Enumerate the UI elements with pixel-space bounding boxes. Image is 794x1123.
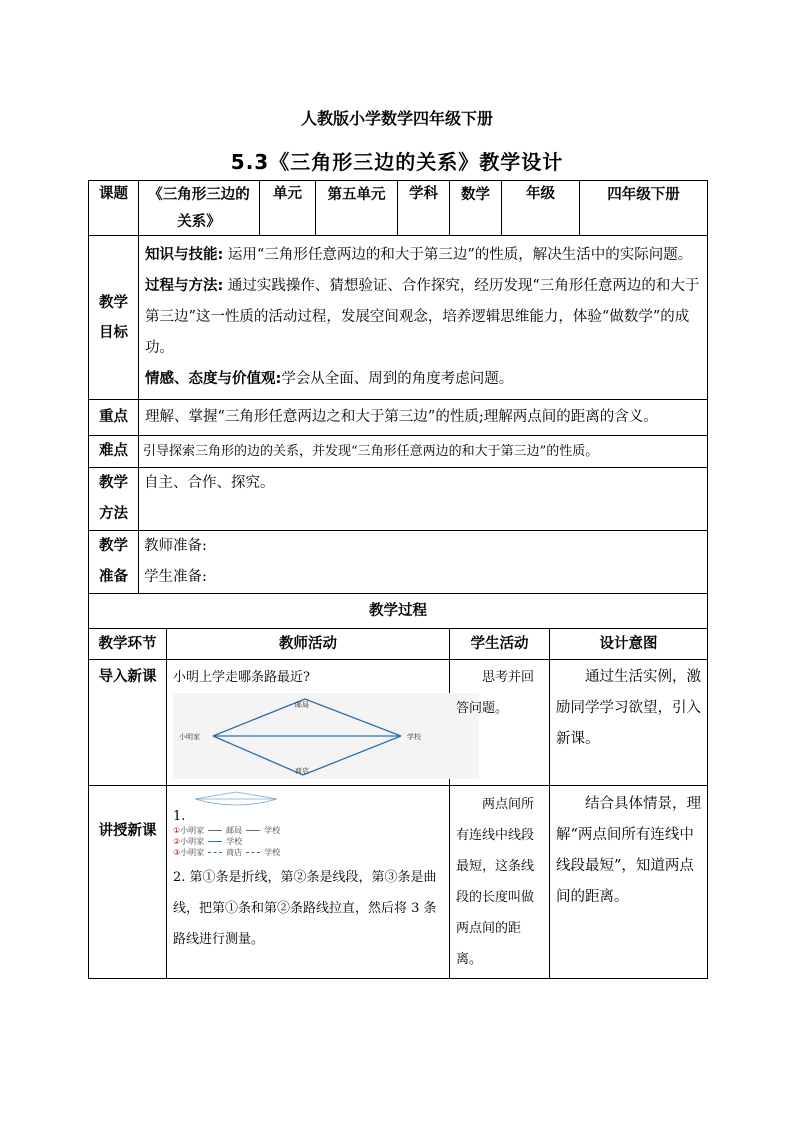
difficulty-row bbox=[89, 436, 708, 468]
key-point-row bbox=[89, 400, 708, 436]
label-school: 学校 bbox=[407, 733, 421, 741]
goals-label-line1: 教学 bbox=[99, 294, 128, 311]
mini-route-diagram bbox=[173, 789, 299, 809]
teacher-activity-new bbox=[167, 786, 450, 979]
method-text: 自主、合作、探究。 bbox=[139, 468, 708, 531]
goals-label bbox=[89, 236, 139, 400]
unit-value: 第五单元 bbox=[316, 181, 398, 236]
topic-label: 课题 bbox=[89, 181, 139, 236]
prep-content bbox=[139, 531, 708, 594]
process-header-row bbox=[89, 629, 708, 660]
document-subtitle: 5.3《三角形三边的关系》教学设计 bbox=[230, 150, 564, 174]
document-title: 人教版小学数学四年级下册 bbox=[300, 109, 493, 128]
intro-question: 小明上学走哪条路最近? bbox=[173, 670, 310, 685]
item-one-number: 1. bbox=[173, 809, 186, 824]
method-row bbox=[89, 468, 708, 531]
col-student-header: 学生活动 bbox=[450, 629, 550, 660]
label-home: 小明家 bbox=[179, 733, 200, 741]
goal-knowledge: 知识与技能: 运用“三角形任意两边的和大于第三边”的性质，解决生活中的实际问题。 bbox=[145, 247, 693, 263]
difficulty-text: 引导探索三角形的边的关系，并发现“三角形任意两边的和大于第三边”的性质。 bbox=[139, 436, 708, 468]
difficulty-label: 难点 bbox=[89, 436, 139, 468]
stage-intro: 导入新课 bbox=[89, 660, 167, 786]
grade-value: 四年级下册 bbox=[580, 181, 708, 236]
col-stage-header: 教学环节 bbox=[89, 629, 167, 660]
goal-emotion: 情感、态度与价值观:学会从全面、周到的角度考虑问题。 bbox=[145, 371, 514, 387]
col-design-header: 设计意图 bbox=[550, 629, 708, 660]
goals-row bbox=[89, 236, 708, 400]
legend-route-3: ③小明家 商店 学校 bbox=[173, 848, 281, 857]
route-diagram bbox=[173, 693, 479, 779]
legend-route-1: ①小明家 邮局 学校 bbox=[173, 826, 281, 835]
key-point-text: 理解、掌握“三角形任意两边之和大于第三边”的性质;理解两点间的距离的含义。 bbox=[139, 400, 708, 436]
student-activity-new: 两点间所有连线中线段最短，这条线段的长度叫做两点间的距离。 bbox=[450, 786, 550, 979]
method-label: 教学 方法 bbox=[89, 468, 139, 531]
prep-row bbox=[89, 531, 708, 594]
process-section-row bbox=[89, 594, 708, 629]
teacher-prep: 教师准备: bbox=[144, 538, 207, 554]
student-prep: 学生准备: bbox=[144, 569, 207, 585]
teacher-activity-intro bbox=[167, 660, 450, 786]
goals-content bbox=[139, 236, 708, 400]
topic-value: 《三角形三边的关系》 bbox=[139, 181, 260, 236]
key-point-label: 重点 bbox=[89, 400, 139, 436]
process-section-title: 教学过程 bbox=[89, 594, 708, 629]
design-intent-intro: 通过生活实例，激励同学学习欲望，引入新课。 bbox=[550, 660, 708, 786]
goals-label-line2: 目标 bbox=[99, 324, 128, 341]
subject-value: 数学 bbox=[450, 181, 502, 236]
prep-label: 教学 准备 bbox=[89, 531, 139, 594]
label-post-office: 邮局 bbox=[295, 701, 309, 709]
stage-new: 讲授新课 bbox=[89, 786, 167, 979]
process-row-intro bbox=[89, 660, 708, 786]
grade-label: 年级 bbox=[502, 181, 580, 236]
teacher-activity-new-text: 2. 第①条是折线，第②条是线段，第③条是曲线，把第①条和第②条路线拉直，然后将 3 条路线进行测量。 bbox=[173, 870, 437, 947]
unit-label: 单元 bbox=[260, 181, 316, 236]
label-store: 商店 bbox=[295, 767, 309, 775]
student-activity-intro: 思考并回答问题。 bbox=[450, 660, 550, 786]
header-row bbox=[89, 181, 708, 236]
legend-route-2: ②小明家 学校 bbox=[173, 837, 243, 846]
process-row-new bbox=[89, 786, 708, 979]
lesson-plan-table bbox=[88, 180, 708, 979]
col-teacher-header: 教师活动 bbox=[167, 629, 450, 660]
goal-process: 过程与方法: 通过实践操作、猜想验证、合作探究，经历发现“三角形任意两边的和大于第三边”这一性质的活动过程，发展空间观念，培养逻辑思维能力，体验“做数学”的成功。 bbox=[145, 278, 700, 356]
design-intent-new: 结合具体情景，理解“两点间所有连线中线段最短”，知道两点间的距离。 bbox=[550, 786, 708, 979]
subject-label: 学科 bbox=[398, 181, 450, 236]
